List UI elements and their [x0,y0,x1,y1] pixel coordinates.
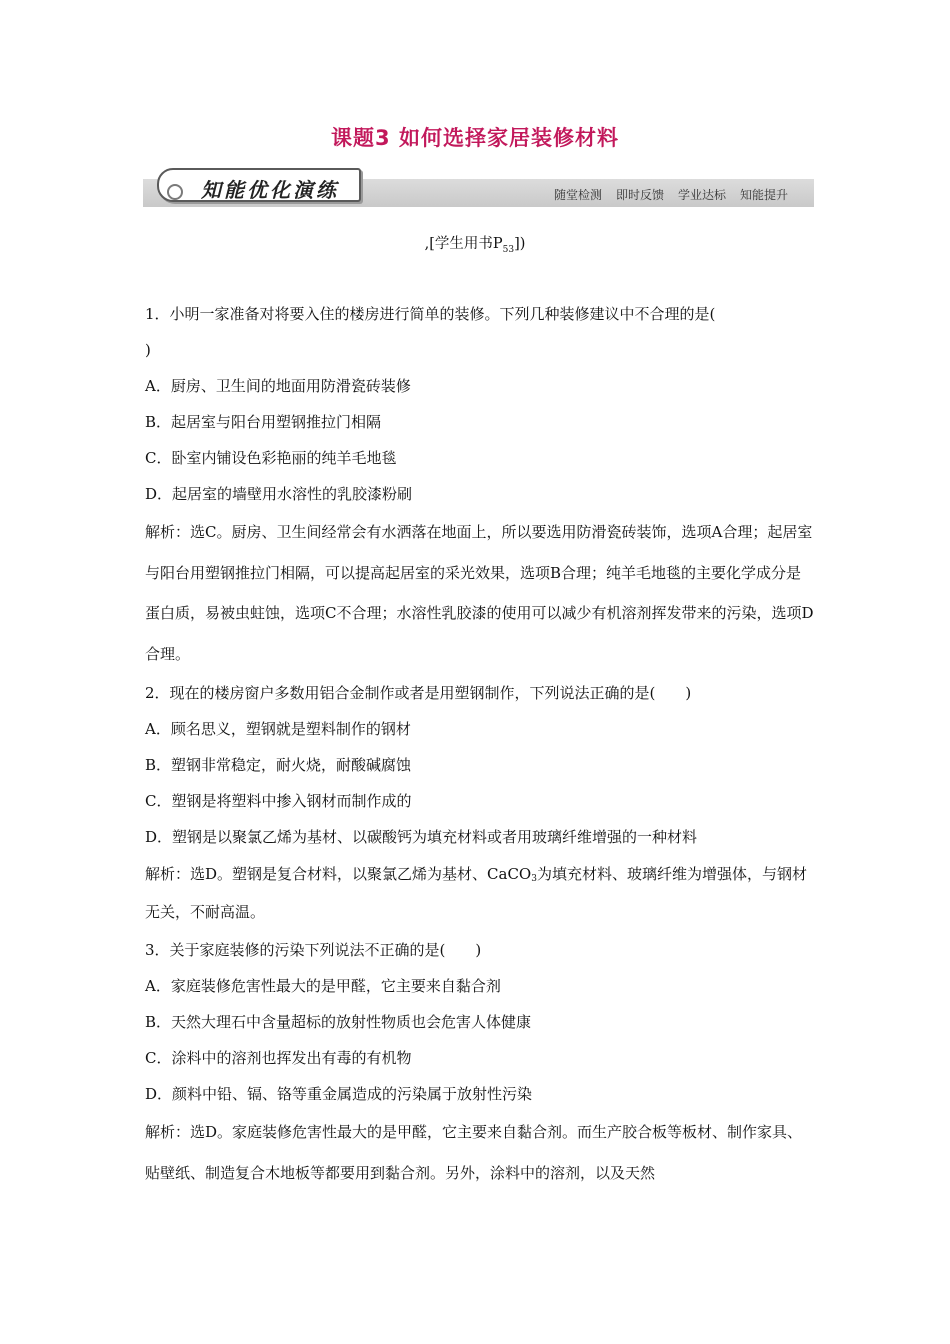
banner-tab [157,168,361,202]
q2-option-a: A．顾名思义，塑钢就是塑料制作的钢材 [145,719,411,738]
banner-link-1: 随堂检测 [553,188,602,202]
q2-option-c: C．塑钢是将塑料中掺入钢材而制作成的 [145,791,412,810]
q2-analysis [145,855,815,932]
banner-link-4: 知能提升 [739,188,788,202]
q2-analysis-pre: 解析：选D。塑钢是复合材料，以聚氯乙烯为基材、CaCO [145,864,532,883]
q3-option-a: A．家庭装修危害性最大的是甲醛，它主要来自黏合剂 [145,976,501,995]
q2-option-b: B．塑钢非常稳定，耐火烧，耐酸碱腐蚀 [145,755,412,774]
q1-option-d: D．起居室的墙壁用水溶性的乳胶漆粉刷 [145,485,413,503]
q1-stem: 1．小明一家准备对将要入住的楼房进行简单的装修。下列几种装修建议中不合理的是( [145,305,716,323]
banner-heading: 知能优化演练 [201,178,339,202]
bullet-icon [167,184,183,200]
q3-option-b: B．天然大理石中含量超标的放射性物质也会危害人体健康 [145,1012,532,1031]
q1-analysis: 解析：选C。厨房、卫生间经常会有水洒落在地面上，所以要选用防滑瓷砖装饰，选项A合理；起居室与阳台用塑钢推拉门相隔，可以提高起居室的采光效果，选项B合理；纯羊毛地毯的主要化学成分是蛋白质，易被虫蛀蚀，选项C不合理；水溶性乳胶漆的使用可以减少有机溶剂挥发带来的污染，选项D合理。 [145,523,814,664]
q1-stem-cont: ) [145,341,151,359]
banner-link-2: 即时反馈 [615,188,664,202]
question-list [145,296,815,1193]
q2-analysis-sub: 3 [531,873,537,884]
banner-links [554,186,788,203]
q1-option-a: A．厨房、卫生间的地面用防滑瓷砖装修 [145,377,411,395]
page-title: 课题3 如何选择家居装修材料 [331,126,619,150]
book-reference [0,232,950,255]
q1-option-b: B．起居室与阳台用塑钢推拉门相隔 [145,413,382,431]
ref-page: 53 [502,244,515,255]
q3-stem: 3．关于家庭装修的污染下列说法不正确的是( ) [145,940,482,959]
q3-option-d: D．颜料中铅、镉、铬等重金属造成的污染属于放射性污染 [145,1084,533,1103]
banner-link-3: 学业达标 [677,188,726,202]
q3-option-c: C．涂料中的溶剂也挥发出有毒的有机物 [145,1048,412,1067]
q3-analysis: 解析：选D。家庭装修危害性最大的是甲醛，它主要来自黏合剂。而生产胶合板等板材、制作家具、贴壁纸、制造复合木地板等都要用到黏合剂。另外，涂料中的溶剂，以及天然 [145,1122,803,1182]
q1-option-c: C．卧室内铺设色彩艳丽的纯羊毛地毯 [145,449,397,467]
section-banner [143,166,814,208]
ref-suffix: ]) [514,236,526,252]
q2-analysis-post: 为填充材料、玻璃纤维为增强体，与钢材无关，不耐高温。 [145,864,807,922]
ref-prefix: ,[学生用书P [424,236,503,252]
q2-option-d: D．塑钢是以聚氯乙烯为基材、以碳酸钙为填充材料或者用玻璃纤维增强的一种材料 [145,827,698,846]
q2-stem: 2．现在的楼房窗户多数用铝合金制作或者是用塑钢制作，下列说法正确的是( ) [145,683,692,702]
